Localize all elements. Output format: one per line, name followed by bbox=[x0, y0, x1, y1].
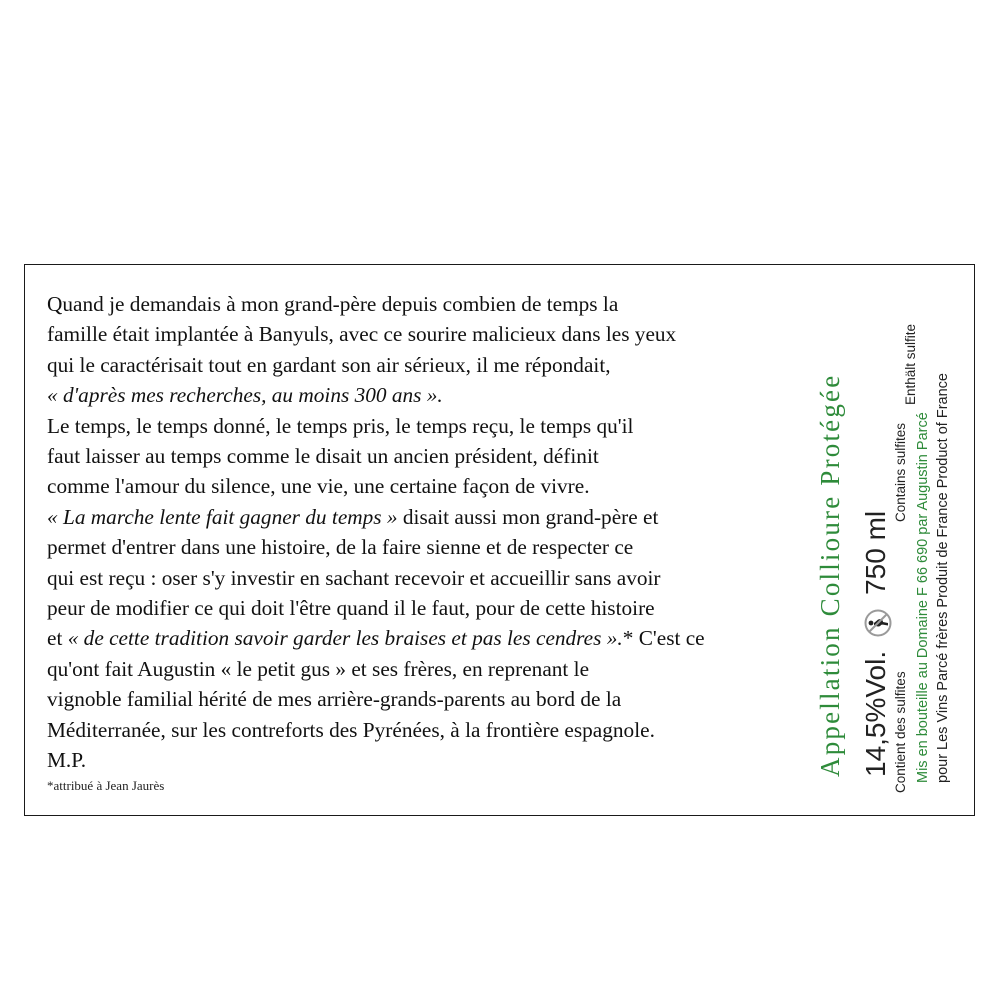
sulfites-de: Enthält sulfite bbox=[903, 323, 918, 405]
story-line bbox=[47, 623, 817, 653]
story-line: famille était implantée à Banyuls, avec ce sourire malicieux dans les yeux bbox=[47, 322, 677, 347]
story-line: qui le caractérisait tout en gardant son air sérieux, il me répondait, bbox=[47, 352, 611, 377]
producer-statement: pour Les Vins Parcé frères Produit de France Product of France bbox=[935, 373, 951, 783]
story-text bbox=[47, 289, 817, 796]
abv-value: 14,5%Vol. bbox=[860, 650, 891, 777]
abv-volume-line bbox=[860, 511, 892, 777]
signature: M.P. bbox=[47, 748, 87, 773]
wine-back-label bbox=[24, 264, 975, 816]
appellation-title: Appellation Collioure Protégée bbox=[815, 373, 845, 777]
quote-slow-walk: « La marche lente fait gagner du temps » bbox=[47, 504, 398, 529]
story-line: Le temps, le temps donné, le temps pris, le temps reçu, le temps qu'il bbox=[47, 413, 634, 438]
story-line: vignoble familial hérité de mes arrière-grands-parents au bord de la bbox=[47, 687, 622, 712]
bottler-statement: Mis en bouteille au Domaine F 66 690 par Augustin Parcé bbox=[915, 412, 931, 783]
story-line: Méditerranée, sur les contreforts des Pyrénées, à la frontière espagnole. bbox=[47, 717, 655, 742]
story-line: qu'ont fait Augustin « le petit gus » et ses frères, en reprenant le bbox=[47, 656, 590, 681]
story-line: comme l'amour du silence, une vie, une certaine façon de vivre. bbox=[47, 474, 590, 499]
quote-grandfather-research: « d'après mes recherches, au moins 300 ans ». bbox=[47, 383, 443, 408]
story-line: peur de modifier ce qui doit l'être quand il le faut, pour de cette histoire bbox=[47, 596, 655, 621]
story-line: faut laisser au temps comme le disait un ancien président, définit bbox=[47, 444, 599, 469]
story-text-segment: et bbox=[47, 626, 68, 651]
sulfites-en: Contains sulfites bbox=[893, 422, 908, 522]
footnote: *attribué à Jean Jaurès bbox=[47, 777, 165, 793]
pregnancy-warning-icon bbox=[864, 609, 892, 637]
story-line bbox=[47, 380, 817, 410]
quote-tradition: « de cette tradition savoir garder les braises et pas les cendres ». bbox=[67, 626, 623, 651]
story-text-segment: * C'est ce bbox=[622, 626, 705, 651]
story-line: Quand je demandais à mon grand-père depuis combien de temps la bbox=[47, 292, 619, 316]
story-line bbox=[47, 502, 817, 532]
volume-value: 750 ml bbox=[860, 510, 891, 595]
story-line: permet d'entrer dans une histoire, de la faire sienne et de respecter ce bbox=[47, 535, 634, 560]
story-line: qui est reçu : oser s'y investir en sachant recevoir et accueillir sans avoir bbox=[47, 565, 661, 590]
story-text-segment: disait aussi mon grand-père et bbox=[397, 504, 659, 529]
sulfites-fr: Contient des sulfites bbox=[893, 671, 908, 793]
